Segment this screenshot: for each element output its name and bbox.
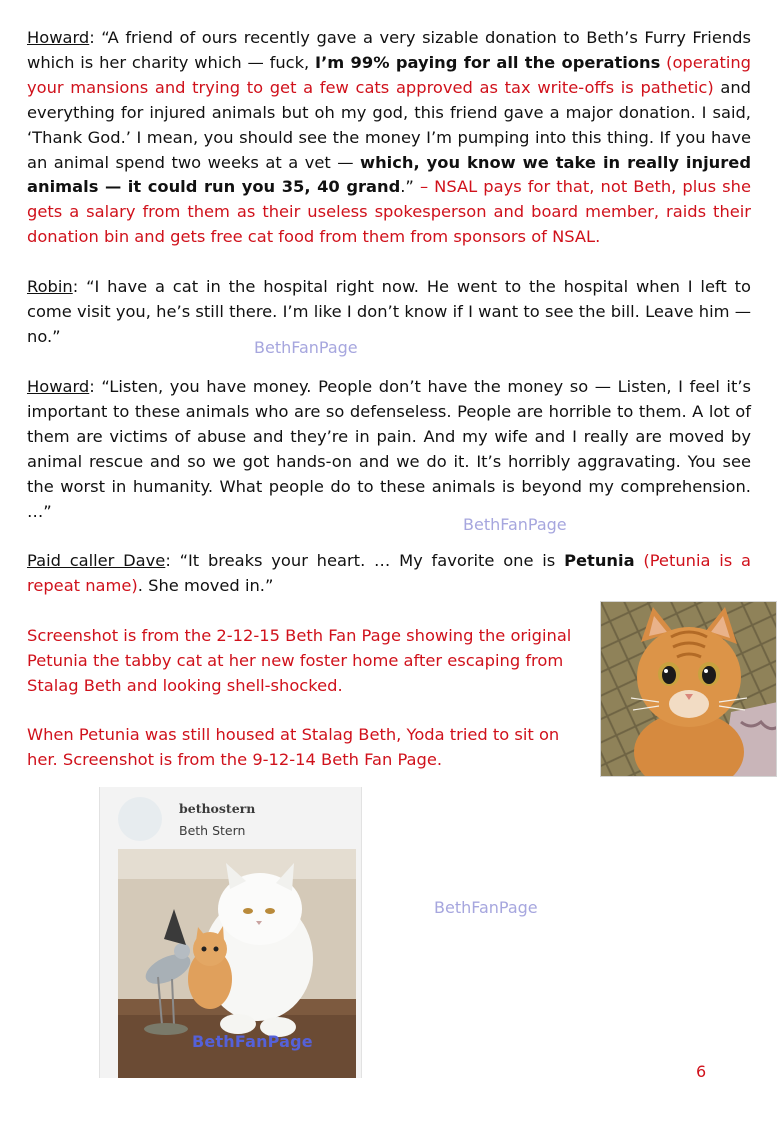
watermark: BethFanPage [192, 1032, 313, 1051]
speaker-label: Howard [27, 377, 90, 396]
paragraph-howard-1 [27, 26, 751, 250]
page-number: 6 [696, 1062, 707, 1081]
red-commentary: (operating your mansions and trying to get a few cats approved as tax write-offs is pathetic) [27, 52, 752, 97]
quote-text: : “I have a cat in the hospital right now. He went to the hospital when I left to come visit you, he’s still there. I’m like I don’t know if I want to see the bill. Leave him — no.” [27, 277, 751, 346]
paragraph-robin [27, 275, 751, 350]
quote-text: : “A friend of ours recently gave a very sizable donation to Beth’s Furry Friends which is her charity which — fuck, [27, 28, 751, 72]
quote-text: : “Listen, you have money. People don’t have the money so — Listen, I feel it’s important to these animals who are so defenseless. People are horrible to them. A lot of them are victims of abuse and they’re in pain. And my wife and I really are moved by animal rescue and so we got hands-on and we do it. It’s horribly aggravating. You see the worst in humanity. What people do to these animals is beyond my comprehension. …” [27, 377, 751, 521]
paragraph-howard-2 [27, 375, 751, 524]
speaker-label: Howard [27, 28, 90, 47]
speaker-label: Robin [27, 277, 73, 296]
bold-quote: Petunia [564, 551, 635, 570]
speaker-label: Paid caller Dave [27, 551, 166, 570]
instagram-screenshot [99, 787, 362, 1078]
bold-quote: I’m 99% paying for all the operations [315, 52, 661, 72]
petunia-cat-photo [600, 601, 777, 777]
avatar [118, 797, 162, 841]
instagram-display-name: Beth Stern [179, 823, 246, 838]
red-commentary: (Petunia is a repeat name) [27, 551, 751, 595]
quote-text: .” [400, 177, 414, 197]
red-commentary: – NSAL pays for that, not Beth, plus she gets a salary from them as their useless spokesperson and board member, raids their donation bin and gets free cat food from them from sponsors of NSAL. [27, 177, 751, 247]
watermark: BethFanPage [463, 515, 567, 534]
instagram-handle: bethostern [179, 801, 256, 816]
caption-petunia-foster: Screenshot is from the 2-12-15 Beth Fan Page showing the original Petunia the tabby cat at her new foster home after escaping from Stalag Beth and looking shell-shocked. [27, 626, 572, 695]
watermark: BethFanPage [434, 898, 538, 917]
watermark: BethFanPage [254, 338, 358, 357]
quote-text: and everything for injured animals but oh my god, this friend gave a major donation. I said, ‘Thank God.’ I mean, you should see the money I’m pumping into this thing. If you have an animal spend two weeks at a vet — [27, 77, 751, 172]
bold-quote: which, you know we take in really injured animals — it could run you 35, 40 grand [27, 152, 751, 197]
paragraph-caller-dave [27, 549, 751, 599]
caption-yoda: When Petunia was still housed at Stalag Beth, Yoda tried to sit on her. Screenshot is from the 9-12-14 Beth Fan Page. [27, 725, 560, 769]
quote-text: . She moved in.” [137, 575, 274, 595]
quote-text: : “It breaks your heart. … My favorite one is [165, 551, 565, 570]
